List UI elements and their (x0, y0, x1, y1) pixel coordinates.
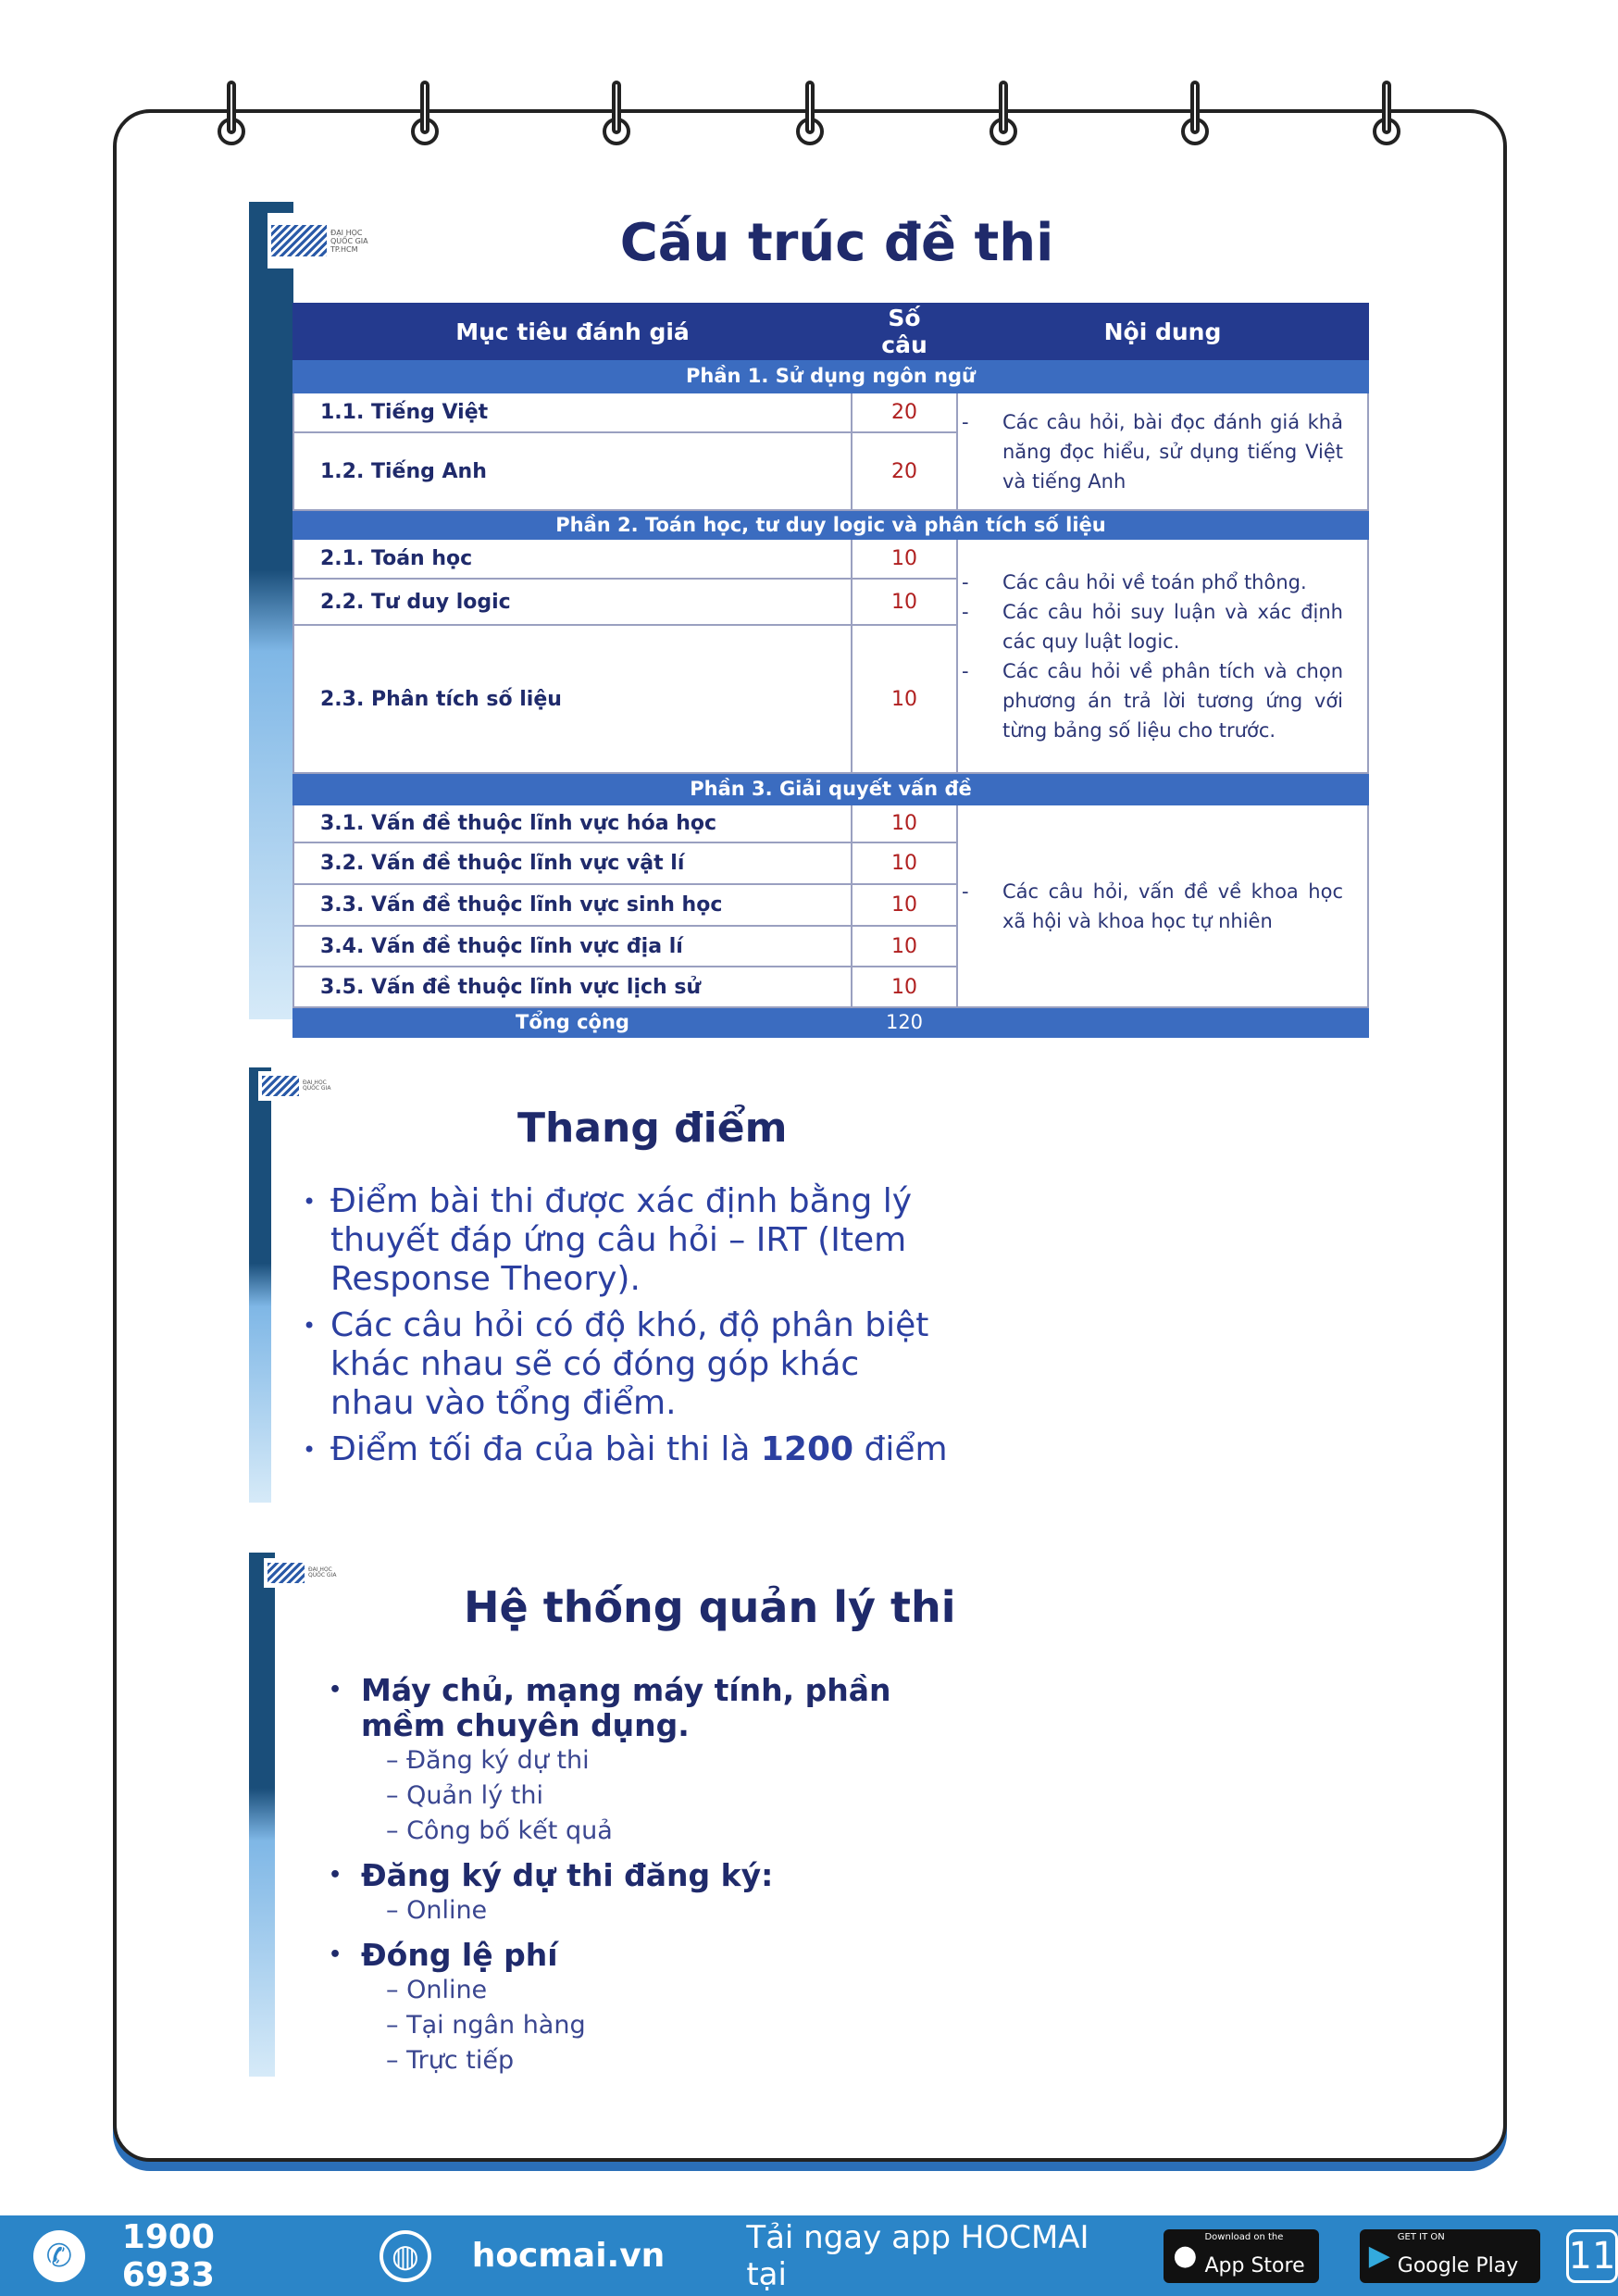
binder-ring (1181, 81, 1209, 155)
row-label: 3.2. Vấn đề thuộc lĩnh vực vật lí (293, 842, 852, 884)
description-item: - Các câu hỏi, bài đọc đánh giá khả năng đọc hiểu, sử dụng tiếng Việt và tiếng Anh (1002, 407, 1343, 496)
total-row (293, 1007, 1368, 1037)
google-play-button[interactable] (1360, 2229, 1540, 2283)
max-score: 1200 (760, 1430, 854, 1468)
total-label: Tổng cộng (293, 1007, 852, 1037)
bullet: • Đóng lệ phí (329, 1938, 958, 1973)
section-title: Phần 3. Giải quyết vấn đề (293, 773, 1368, 805)
badge-label: App Store (1204, 2253, 1305, 2277)
table-row (293, 539, 1368, 579)
table-row (293, 805, 1368, 842)
row-label: 2.3. Phân tích số liệu (293, 625, 852, 773)
exam-structure-table (292, 303, 1369, 1038)
app-store-button[interactable] (1164, 2229, 1318, 2283)
sub-bullet: – Trực tiếp (386, 2046, 515, 2075)
row-label: 3.1. Vấn đề thuộc lĩnh vực hóa học (293, 805, 852, 842)
column-header: Số câu (852, 304, 957, 359)
bullet (303, 1430, 951, 1469)
section-row (293, 359, 1368, 393)
badge-small: GET IT ON (1397, 2231, 1445, 2242)
play-icon: ▶ (1368, 2240, 1390, 2272)
row-count: 10 (852, 579, 957, 625)
description-item: - Các câu hỏi suy luận và xác định các quy luật logic. (1002, 597, 1343, 656)
bullet-text: điểm (853, 1430, 948, 1468)
sub-bullet: – Công bố kết quả (386, 1816, 613, 1845)
badge-label: Google Play (1397, 2253, 1519, 2277)
section-row (293, 773, 1368, 805)
description-item: - Các câu hỏi về toán phổ thông. (1002, 568, 1343, 597)
website-link[interactable]: hocmai.vn (471, 2237, 666, 2275)
section-row (293, 510, 1368, 539)
row-description (957, 805, 1368, 1007)
sub-bullet: – Online (386, 1976, 488, 2004)
binder-ring (218, 81, 245, 155)
slide-scoring (249, 1067, 966, 1503)
binder-ring (796, 81, 824, 155)
sub-bullet: – Tại ngân hàng (386, 2011, 586, 2040)
table-row (293, 393, 1368, 432)
slide-stripe (249, 1067, 271, 1503)
binder-ring (1373, 81, 1400, 155)
apple-icon: ● (1173, 2240, 1198, 2272)
row-label: 1.1. Tiếng Việt (293, 393, 852, 432)
sub-bullet: – Quản lý thi (386, 1781, 543, 1810)
bullet-text: Điểm tối đa của bài thi là (330, 1430, 761, 1468)
sub-bullet: – Online (386, 1896, 488, 1925)
row-count: 10 (852, 926, 957, 967)
row-count: 10 (852, 805, 957, 842)
column-header: Mục tiêu đánh giá (293, 304, 852, 359)
total-count: 120 (852, 1007, 957, 1037)
table-header (293, 304, 1368, 359)
badge-small: Download on the (1204, 2231, 1284, 2242)
slide-exam-management (249, 1553, 966, 2077)
sub-bullet: – Đăng ký dự thi (386, 1746, 590, 1775)
row-count: 10 (852, 884, 957, 926)
slide-title: Hệ thống quản lý thi (464, 1582, 956, 1632)
row-description (957, 539, 1368, 773)
scoring-bullets (303, 1182, 951, 1477)
row-count: 10 (852, 539, 957, 579)
bullet: • Đăng ký dự thi đăng ký: (329, 1858, 958, 1893)
section-title: Phần 2. Toán học, tư duy logic và phân tích số liệu (293, 510, 1368, 539)
row-count: 20 (852, 393, 957, 432)
binder-ring (603, 81, 630, 155)
row-label: 2.1. Toán học (293, 539, 852, 579)
column-header: Nội dung (957, 304, 1368, 359)
row-label: 2.2. Tư duy logic (293, 579, 852, 625)
row-count: 10 (852, 625, 957, 773)
section-title: Phần 1. Sử dụng ngôn ngữ (293, 359, 1368, 393)
slide-stripe (249, 1553, 275, 2077)
binder-ring (411, 81, 439, 155)
page-number: 11 (1566, 2229, 1618, 2283)
university-logo: ĐẠI HỌC QUỐC GIA (258, 1071, 342, 1101)
slide-stripe (249, 202, 293, 1019)
bullet: • Các câu hỏi có độ khó, độ phân biệt khác nhau sẽ có đóng góp khác nhau vào tổng điểm. (303, 1306, 951, 1423)
binder-ring (989, 81, 1017, 155)
slide-title: Cấu trúc đề thi (619, 213, 1054, 273)
row-count: 20 (852, 432, 957, 510)
university-logo: ĐẠI HỌC QUỐC GIA TP.HCM (268, 213, 397, 268)
bullet: • Máy chủ, mạng máy tính, phần mềm chuyên dụng. (329, 1673, 958, 1743)
slide-title: Thang điểm (517, 1104, 788, 1152)
row-description (957, 393, 1368, 510)
app-download-text: Tải ngay app HOCMAI tại (746, 2218, 1089, 2293)
description-item: - Các câu hỏi về phân tích và chọn phương án trả lời tương ứng với từng bảng số liệu cho trước. (1002, 656, 1343, 745)
management-bullets (329, 1664, 958, 2078)
bullet: • Điểm bài thi được xác định bằng lý thuyết đáp ứng câu hỏi – IRT (Item Response Theory). (303, 1182, 951, 1299)
footer-bar (0, 2215, 1618, 2296)
row-count: 10 (852, 842, 957, 884)
university-logo: ĐẠI HỌC QUỐC GIA (264, 1558, 347, 1588)
row-label: 3.4. Vấn đề thuộc lĩnh vực địa lí (293, 926, 852, 967)
row-label: 1.2. Tiếng Anh (293, 432, 852, 510)
slide-exam-structure (249, 202, 1369, 1033)
row-label: 3.5. Vấn đề thuộc lĩnh vực lịch sử (293, 967, 852, 1007)
description-item: - Các câu hỏi, vấn đề về khoa học xã hội và khoa học tự nhiên (1002, 877, 1343, 936)
row-label: 3.3. Vấn đề thuộc lĩnh vực sinh học (293, 884, 852, 926)
globe-icon: ◍ (380, 2230, 431, 2282)
row-count: 10 (852, 967, 957, 1007)
phone-icon: ✆ (33, 2230, 85, 2282)
phone-number[interactable]: 1900 6933 (121, 2217, 215, 2294)
